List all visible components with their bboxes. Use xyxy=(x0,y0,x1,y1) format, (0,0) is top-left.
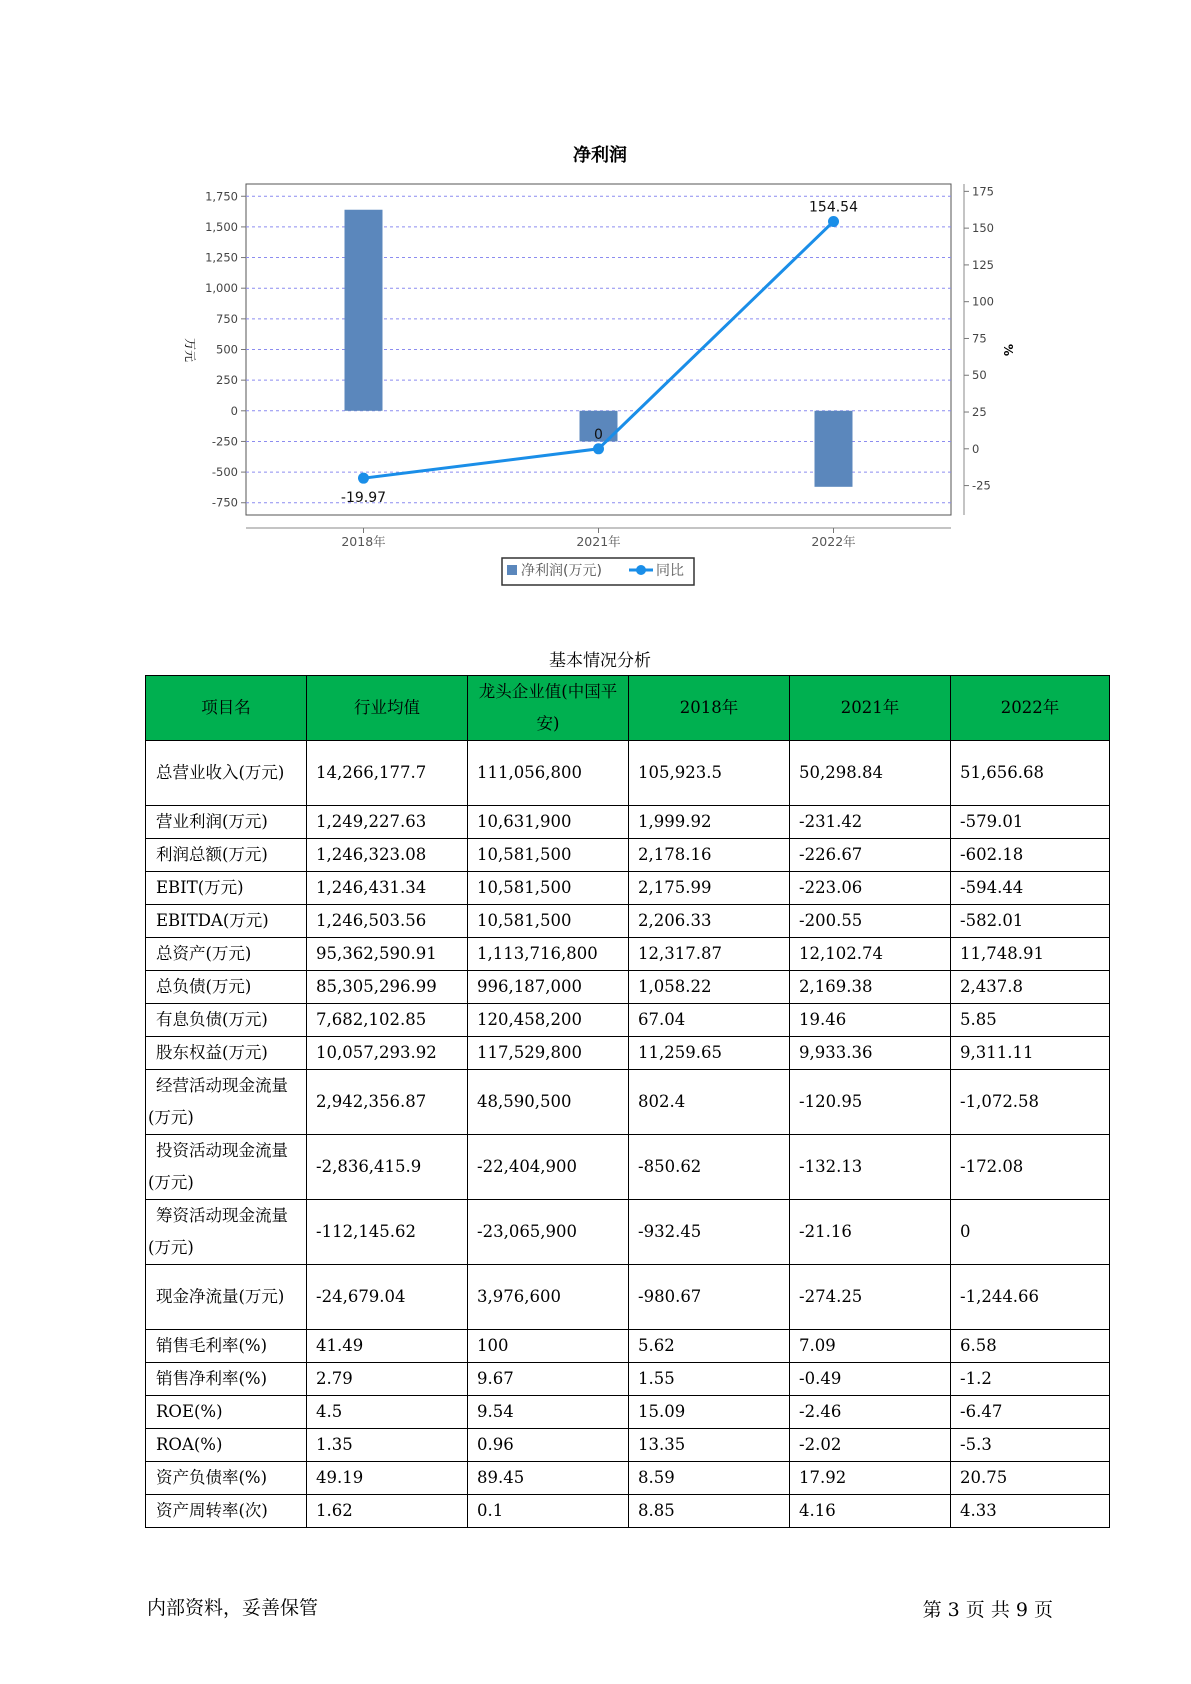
table-cell: 15.09 xyxy=(629,1396,790,1429)
table-cell: 2,942,356.87 xyxy=(307,1070,468,1135)
left-tick-label: 1,500 xyxy=(205,219,238,234)
table-cell: -594.44 xyxy=(951,872,1110,905)
table-cell: -231.42 xyxy=(790,806,951,839)
table-cell: 19.46 xyxy=(790,1004,951,1037)
table-cell: -1.2 xyxy=(951,1363,1110,1396)
table-cell: 89.45 xyxy=(468,1462,629,1495)
table-cell: 12,317.87 xyxy=(629,938,790,971)
table-cell: 1,999.92 xyxy=(629,806,790,839)
table-cell: -6.47 xyxy=(951,1396,1110,1429)
table-row xyxy=(146,1495,1110,1528)
right-tick-label: -25 xyxy=(972,478,991,493)
table-row xyxy=(146,1462,1110,1495)
left-tick-label: 1,250 xyxy=(205,250,238,265)
row-item-name: 总资产(万元) xyxy=(146,938,307,971)
table-cell: -0.49 xyxy=(790,1363,951,1396)
yoy-line xyxy=(341,199,858,506)
table-cell: 14,266,177.7 xyxy=(307,741,468,806)
right-tick-label: 75 xyxy=(972,331,987,346)
footer-page-number: 第 3 页 共 9 页 xyxy=(922,1599,1053,1621)
category-labels xyxy=(341,528,855,549)
table-cell: 1,246,323.08 xyxy=(307,839,468,872)
table-cell: 2.79 xyxy=(307,1363,468,1396)
table-cell: 11,259.65 xyxy=(629,1037,790,1070)
left-tick-label: -500 xyxy=(211,465,238,480)
table-cell: 41.49 xyxy=(307,1330,468,1363)
right-tick-label: 150 xyxy=(972,221,994,236)
left-tick-label: 1,000 xyxy=(205,281,238,296)
table-cell: 111,056,800 xyxy=(468,741,629,806)
table-row xyxy=(146,1429,1110,1462)
table-cell: 0 xyxy=(951,1200,1110,1265)
table-cell: 9.67 xyxy=(468,1363,629,1396)
chart-title: 净利润 xyxy=(573,145,627,166)
table-cell: 85,305,296.99 xyxy=(307,971,468,1004)
table-row xyxy=(146,839,1110,872)
table-cell: 117,529,800 xyxy=(468,1037,629,1070)
table-cell: -1,244.66 xyxy=(951,1265,1110,1330)
column-header: 行业均值 xyxy=(307,676,468,741)
table-cell: 9.54 xyxy=(468,1396,629,1429)
table-cell: -21.16 xyxy=(790,1200,951,1265)
table-cell: 10,631,900 xyxy=(468,806,629,839)
yoy-data-label: -19.97 xyxy=(340,490,387,507)
table-cell: 50,298.84 xyxy=(790,741,951,806)
table-row xyxy=(146,1004,1110,1037)
table-cell: 1,113,716,800 xyxy=(468,938,629,971)
table-cell: 996,187,000 xyxy=(468,971,629,1004)
row-item-name: 总负债(万元) xyxy=(146,971,307,1004)
row-item-name: 现金净流量(万元) xyxy=(146,1265,307,1330)
category-label: 2022年 xyxy=(811,534,856,549)
table-cell: -24,679.04 xyxy=(307,1265,468,1330)
row-item-name: 经营活动现金流量(万元) xyxy=(146,1070,307,1135)
left-axis-ticks xyxy=(205,189,246,509)
table-cell: 1,246,431.34 xyxy=(307,872,468,905)
table-cell: -200.55 xyxy=(790,905,951,938)
table-cell: -2.02 xyxy=(790,1429,951,1462)
yoy-point xyxy=(828,216,839,227)
table-cell: 7.09 xyxy=(790,1330,951,1363)
left-tick-label: 250 xyxy=(216,373,238,388)
table-cell: 49.19 xyxy=(307,1462,468,1495)
table-cell: -932.45 xyxy=(629,1200,790,1265)
right-tick-label: 25 xyxy=(972,405,987,420)
table-cell: 1,249,227.63 xyxy=(307,806,468,839)
table-cell: 8.85 xyxy=(629,1495,790,1528)
table-row xyxy=(146,806,1110,839)
row-item-name: ROA(%) xyxy=(146,1429,307,1462)
table-cell: 0.96 xyxy=(468,1429,629,1462)
table-cell: -1,072.58 xyxy=(951,1070,1110,1135)
table-cell: -274.25 xyxy=(790,1265,951,1330)
table-cell: -5.3 xyxy=(951,1429,1110,1462)
table-cell: -226.67 xyxy=(790,839,951,872)
left-tick-label: 500 xyxy=(216,342,238,357)
table-row xyxy=(146,872,1110,905)
table-row xyxy=(146,1330,1110,1363)
table-cell: 48,590,500 xyxy=(468,1070,629,1135)
table-cell: 20.75 xyxy=(951,1462,1110,1495)
table-cell: 10,581,500 xyxy=(468,905,629,938)
row-item-name: EBIT(万元) xyxy=(146,872,307,905)
table-cell: 120,458,200 xyxy=(468,1004,629,1037)
legend-bar-label: 净利润(万元) xyxy=(521,563,602,579)
table-row xyxy=(146,1135,1110,1200)
table-cell: -850.62 xyxy=(629,1135,790,1200)
table-cell: -23,065,900 xyxy=(468,1200,629,1265)
left-tick-label: 750 xyxy=(216,311,238,326)
table-row xyxy=(146,1363,1110,1396)
table-cell: 1.62 xyxy=(307,1495,468,1528)
table-cell: 10,581,500 xyxy=(468,839,629,872)
table-cell: 2,169.38 xyxy=(790,971,951,1004)
column-header: 2018年 xyxy=(629,676,790,741)
right-axis-ticks xyxy=(964,184,994,492)
table-cell: 17.92 xyxy=(790,1462,951,1495)
table-cell: 12,102.74 xyxy=(790,938,951,971)
table-cell: -980.67 xyxy=(629,1265,790,1330)
right-axis-label: % xyxy=(1001,343,1015,357)
row-item-name: 资产负债率(%) xyxy=(146,1462,307,1495)
table-cell: -602.18 xyxy=(951,839,1110,872)
table-cell: 1.55 xyxy=(629,1363,790,1396)
legend-line-marker xyxy=(636,565,646,575)
left-tick-label: -250 xyxy=(211,434,238,449)
table-cell: 3,976,600 xyxy=(468,1265,629,1330)
left-tick-label: 0 xyxy=(230,403,238,418)
table-cell: 1,058.22 xyxy=(629,971,790,1004)
row-item-name: 资产周转率(次) xyxy=(146,1495,307,1528)
table-title: 基本情况分析 xyxy=(549,651,651,671)
column-header: 项目名 xyxy=(146,676,307,741)
right-tick-label: 125 xyxy=(972,257,994,272)
row-item-name: 利润总额(万元) xyxy=(146,839,307,872)
column-header: 2022年 xyxy=(951,676,1110,741)
left-axis-label: 万元 xyxy=(183,337,197,363)
net-profit-chart xyxy=(0,0,1191,600)
row-item-name: 投资活动现金流量(万元) xyxy=(146,1135,307,1200)
yoy-point xyxy=(358,473,369,484)
right-tick-label: 175 xyxy=(972,184,994,199)
table-row xyxy=(146,971,1110,1004)
row-item-name: 销售毛利率(%) xyxy=(146,1330,307,1363)
right-tick-label: 50 xyxy=(972,368,987,383)
right-tick-label: 100 xyxy=(972,294,994,309)
table-cell: -172.08 xyxy=(951,1135,1110,1200)
table-cell: 4.16 xyxy=(790,1495,951,1528)
table-row xyxy=(146,741,1110,806)
table-cell: 100 xyxy=(468,1330,629,1363)
legend-bar-swatch xyxy=(507,565,517,575)
table-cell: 10,581,500 xyxy=(468,872,629,905)
table-cell: -223.06 xyxy=(790,872,951,905)
row-item-name: ROE(%) xyxy=(146,1396,307,1429)
table-cell: 13.35 xyxy=(629,1429,790,1462)
table-header-row xyxy=(146,676,1110,741)
legend-line-label: 同比 xyxy=(656,563,684,579)
table-cell: 6.58 xyxy=(951,1330,1110,1363)
table-cell: 51,656.68 xyxy=(951,741,1110,806)
table-cell: 5.85 xyxy=(951,1004,1110,1037)
row-item-name: 总营业收入(万元) xyxy=(146,741,307,806)
table-cell: 1,246,503.56 xyxy=(307,905,468,938)
table-cell: 4.5 xyxy=(307,1396,468,1429)
row-item-name: 有息负债(万元) xyxy=(146,1004,307,1037)
left-tick-label: 1,750 xyxy=(205,189,238,204)
column-header: 龙头企业值(中国平安) xyxy=(468,676,629,741)
table-cell: 2,206.33 xyxy=(629,905,790,938)
table-cell: 4.33 xyxy=(951,1495,1110,1528)
yoy-data-label: 154.54 xyxy=(809,199,858,216)
table-cell: -112,145.62 xyxy=(307,1200,468,1265)
table-cell: 5.62 xyxy=(629,1330,790,1363)
basic-analysis-table xyxy=(145,675,1110,1528)
table-cell: 8.59 xyxy=(629,1462,790,1495)
table-cell: 67.04 xyxy=(629,1004,790,1037)
table-cell: 2,178.16 xyxy=(629,839,790,872)
table-cell: 95,362,590.91 xyxy=(307,938,468,971)
table-row xyxy=(146,938,1110,971)
chart-legend xyxy=(502,558,694,585)
row-item-name: 股东权益(万元) xyxy=(146,1037,307,1070)
table-cell: -582.01 xyxy=(951,905,1110,938)
bar-net-profit xyxy=(815,411,853,487)
table-cell: 2,437.8 xyxy=(951,971,1110,1004)
row-item-name: 销售净利率(%) xyxy=(146,1363,307,1396)
table-cell: 1.35 xyxy=(307,1429,468,1462)
bar-net-profit xyxy=(345,210,383,411)
left-tick-label: -750 xyxy=(211,495,238,510)
table-cell: 11,748.91 xyxy=(951,938,1110,971)
table-cell: 7,682,102.85 xyxy=(307,1004,468,1037)
table-row xyxy=(146,1037,1110,1070)
table-row xyxy=(146,1070,1110,1135)
table-cell: 105,923.5 xyxy=(629,741,790,806)
yoy-point xyxy=(593,443,604,454)
category-label: 2021年 xyxy=(576,534,621,549)
table-cell: 0.1 xyxy=(468,1495,629,1528)
table-row xyxy=(146,905,1110,938)
table-cell: -2.46 xyxy=(790,1396,951,1429)
table-cell: -132.13 xyxy=(790,1135,951,1200)
row-item-name: 营业利润(万元) xyxy=(146,806,307,839)
table-cell: -120.95 xyxy=(790,1070,951,1135)
row-item-name: 筹资活动现金流量(万元) xyxy=(146,1200,307,1265)
yoy-data-label: 0 xyxy=(594,426,603,443)
table-row xyxy=(146,1396,1110,1429)
table-row xyxy=(146,1265,1110,1330)
table-cell: -22,404,900 xyxy=(468,1135,629,1200)
footer-confidential-note: 内部资料，妥善保管 xyxy=(147,1597,319,1619)
column-header: 2021年 xyxy=(790,676,951,741)
table-cell: -579.01 xyxy=(951,806,1110,839)
row-item-name: EBITDA(万元) xyxy=(146,905,307,938)
table-cell: 2,175.99 xyxy=(629,872,790,905)
table-cell: 9,311.11 xyxy=(951,1037,1110,1070)
table-cell: 9,933.36 xyxy=(790,1037,951,1070)
table-row xyxy=(146,1200,1110,1265)
right-tick-label: 0 xyxy=(972,441,980,456)
table-cell: 802.4 xyxy=(629,1070,790,1135)
table-cell: 10,057,293.92 xyxy=(307,1037,468,1070)
table-cell: -2,836,415.9 xyxy=(307,1135,468,1200)
category-label: 2018年 xyxy=(341,534,386,549)
